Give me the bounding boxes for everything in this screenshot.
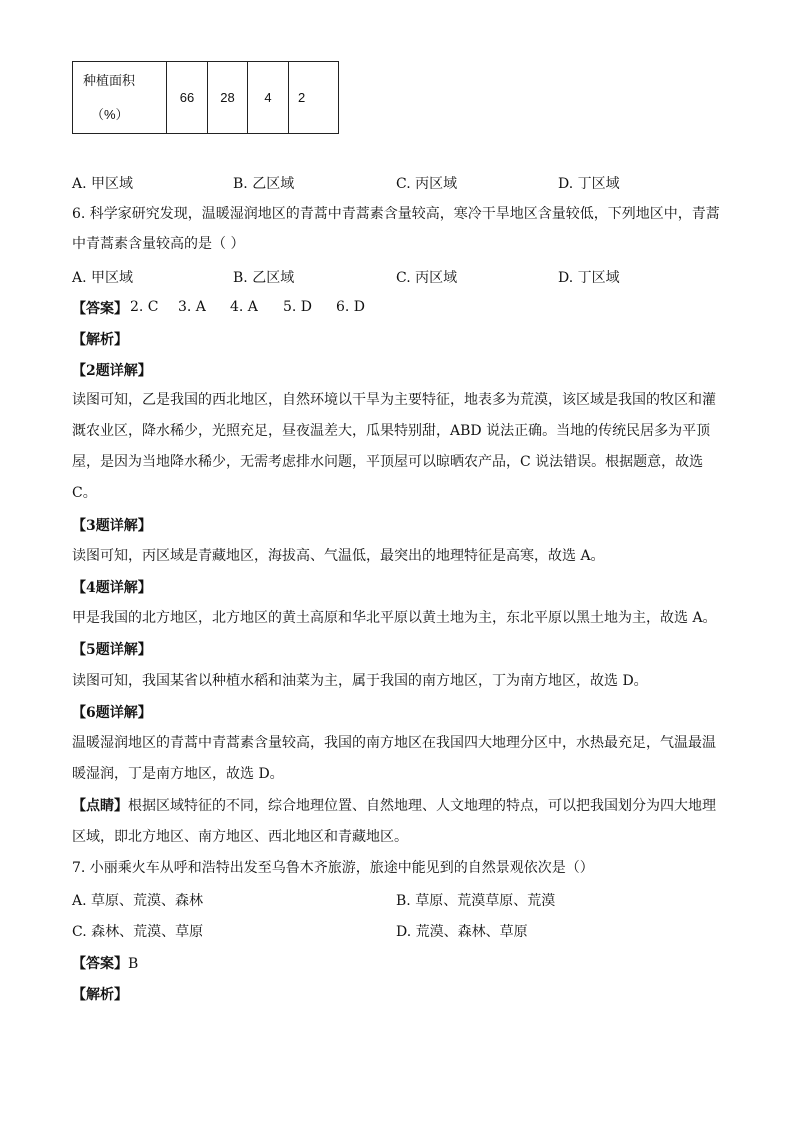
answer-item: 3. A [178, 299, 206, 315]
table-cell: 66 [167, 62, 208, 134]
q2-detail-line2: 溉农业区，降水稀少，光照充足，昼夜温差大，瓜果特别甜，ABD 说法正确。当地的传统民居多为平顶 [72, 423, 711, 439]
analysis-label: 【解析】 [72, 332, 128, 348]
answer-item: 2. C [130, 299, 159, 315]
key-point-text: 根据区域特征的不同，综合地理位置、自然地理、人文地理的特点，可以把我国划分为四大地理 [128, 798, 716, 814]
q6-option-d[interactable]: D. 丁区域 [558, 270, 620, 286]
answer2-line [72, 953, 138, 973]
q2-detail-title: 【2题详解】 [72, 363, 152, 379]
q2-detail-line1: 读图可知，乙是我国的西北地区，自然环境以干旱为主要特征，地表多为荒漠，该区域是我国的牧区和灌 [72, 392, 716, 408]
answer-item: 4. A [230, 299, 258, 315]
q2-detail-line4: C。 [72, 485, 97, 501]
q6-option-c[interactable]: C. 丙区域 [396, 270, 458, 286]
q5-option-b[interactable]: B. 乙区域 [233, 176, 295, 192]
table-cell: 2 [289, 62, 339, 134]
answer-item: 5. D [283, 299, 313, 315]
answer-label: 【答案】 [72, 301, 128, 317]
q7-option-a[interactable]: A. 草原、荒漠、森林 [72, 893, 204, 909]
table-header-line1: 种植面积 [83, 72, 136, 88]
q2-detail-line3: 屋，是因为当地降水稀少，无需考虑排水问题，平顶屋可以晾晒农产品，C 说法错误。根据题意，故选 [72, 454, 704, 470]
q6-option-a[interactable]: A. 甲区域 [72, 270, 134, 286]
table-row [73, 62, 339, 134]
q7-stem: 7. 小丽乘火车从呼和浩特出发至乌鲁木齐旅游，旅途中能见到的自然景观依次是（） [72, 860, 594, 876]
q5-option-c[interactable]: C. 丙区域 [396, 176, 458, 192]
q7-option-d[interactable]: D. 荒漠、森林、草原 [396, 924, 528, 940]
table-header-line2: （%） [91, 106, 129, 122]
q4-detail-line1: 甲是我国的北方地区，北方地区的黄土高原和华北平原以黄土地为主，东北平原以黑土地为主，故选 A。 [72, 610, 717, 626]
key-point-line2: 区域，即北方地区、南方地区、西北地区和青藏地区。 [72, 829, 408, 845]
q7-option-c[interactable]: C. 森林、荒漠、草原 [72, 924, 204, 940]
q5-detail-line1: 读图可知，我国某省以种植水稻和油菜为主，属于我国的南方地区，丁为南方地区，故选 D。 [72, 673, 648, 689]
q3-detail-line1: 读图可知，丙区域是青藏地区，海拔高、气温低，最突出的地理特征是高寒，故选 A。 [72, 548, 605, 564]
key-point-line1 [72, 796, 716, 816]
q6-option-b[interactable]: B. 乙区域 [233, 270, 295, 286]
key-point-label: 【点睛】 [72, 798, 128, 814]
analysis2-label: 【解析】 [72, 987, 128, 1003]
q7-option-b[interactable]: B. 草原、荒漠草原、荒漠 [396, 893, 556, 909]
answer-item: 6. D [336, 299, 366, 315]
q6-stem-line1: 6. 科学家研究发现，温暖湿润地区的青蒿中青蒿素含量较高，寒冷干旱地区含量较低，下列地区中，青蒿 [72, 206, 720, 222]
q6-stem-line2: 中青蒿素含量较高的是（ ） [72, 236, 245, 252]
answer2-label: 【答案】 [72, 956, 128, 972]
planting-area-table [72, 61, 339, 134]
q3-detail-title: 【3题详解】 [72, 518, 152, 534]
answer2-value: B [128, 956, 139, 972]
q4-detail-title: 【4题详解】 [72, 580, 152, 596]
table-cell: 4 [248, 62, 289, 134]
q5-detail-title: 【5题详解】 [72, 642, 152, 658]
table-cell: 28 [208, 62, 248, 134]
q5-option-a[interactable]: A. 甲区域 [72, 176, 134, 192]
table-header-cell [73, 62, 167, 134]
q5-option-d[interactable]: D. 丁区域 [558, 176, 620, 192]
q6-detail-title: 【6题详解】 [72, 705, 152, 721]
q6-detail-line2: 暖湿润，丁是南方地区，故选 D。 [72, 766, 284, 782]
q6-detail-line1: 温暖湿润地区的青蒿中青蒿素含量较高，我国的南方地区在我国四大地理分区中，水热最充足，气温最温 [72, 735, 716, 751]
